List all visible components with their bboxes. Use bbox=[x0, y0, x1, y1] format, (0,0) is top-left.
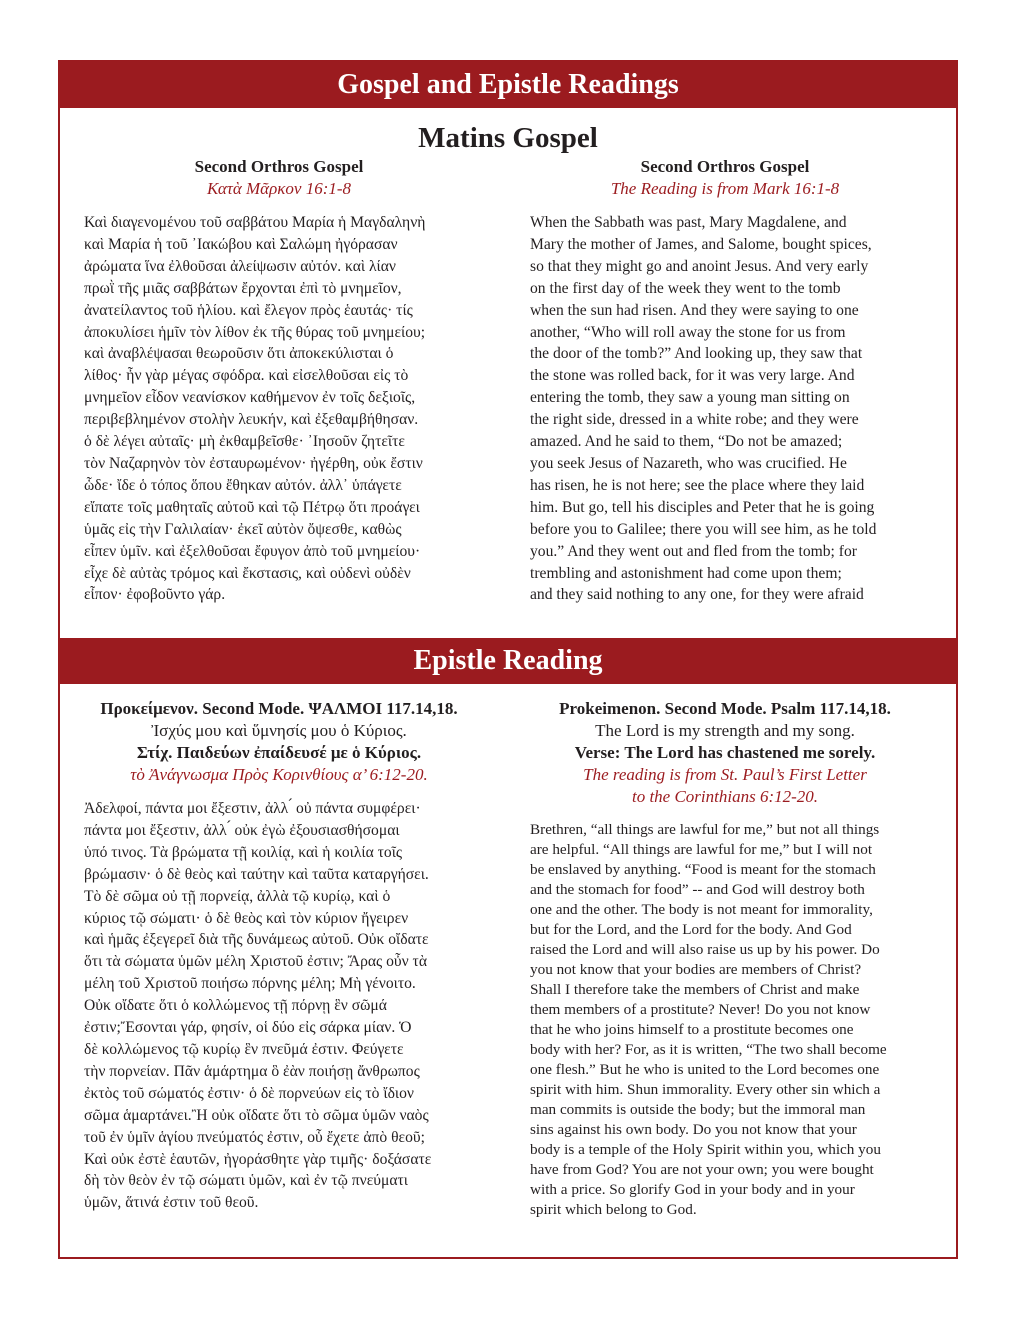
text-line: and they said nothing to any one, for they were afraid bbox=[530, 586, 864, 604]
text-line: τὸν Ναζαρηνὸν τὸν ἐσταυρωμένον· ἠγέρθη, οὐκ ἔστιν bbox=[84, 454, 423, 472]
text-line: one and the other. The body is not meant for immorality, bbox=[530, 901, 873, 918]
text-line: δὲ κολλώμενος τῷ κυρίῳ ἓν πνεῦμά ἐστιν. Φεύγετε bbox=[84, 1040, 404, 1058]
text-line: εἶπον· ἐφοβοῦντο γάρ. bbox=[84, 586, 226, 604]
gospel-english-heading: Second Orthros Gospel bbox=[640, 157, 810, 176]
readings-frame bbox=[58, 60, 958, 1259]
epistle-greek-reference: τὸ Ἀνάγνωσμα Πρὸς Κορινθίους α’ 6:12-20. bbox=[130, 765, 428, 784]
text-line: body is a temple of the Holy Spirit within you, which you bbox=[530, 1141, 881, 1158]
epistle-greek-text bbox=[84, 798, 474, 1214]
text-line: ὑμᾶς εἰς τὴν Γαλιλαίαν· ἐκεῖ αὐτὸν ὄψεσθε, καθὼς bbox=[84, 520, 402, 538]
text-line: περιβεβλημένον στολὴν λευκήν, καὶ ἐξεθαμβήθησαν. bbox=[84, 411, 419, 429]
text-line: have from God? You are not your own; you were bought bbox=[530, 1161, 874, 1178]
text-line: εἴπατε τοῖς μαθηταῖς αὐτοῦ καὶ τῷ Πέτρῳ ὅτι προάγει bbox=[84, 498, 420, 516]
text-line: ἐστιν;Ἔσονται γάρ, φησίν, οἱ δύο εἰς σάρκα μίαν. Ὁ bbox=[84, 1019, 412, 1037]
gospel-greek-reference: Κατὰ Μᾶρκον 16:1-8 bbox=[206, 179, 352, 198]
text-line: the door of the tomb?” And looking up, they saw that bbox=[530, 345, 863, 363]
text-line: when the sun had risen. And they were saying to one bbox=[530, 301, 859, 319]
matins-gospel-title: Matins Gospel bbox=[418, 122, 598, 154]
text-line: λίθος· ἦν γὰρ μέγας σφόδρα. καὶ εἰσελθοῦσαι εἰς τὸ bbox=[84, 367, 409, 385]
text-line: μνημεῖον εἶδον νεανίσκον καθήμενον ἐν τοῖς δεξιοῖς, bbox=[84, 389, 416, 407]
gospel-greek-column bbox=[84, 156, 474, 606]
text-line: τοῦ ἐν ὑμῖν ἁγίου πνεύματός ἐστιν, οὗ ἔχετε ἀπὸ θεοῦ; bbox=[84, 1128, 425, 1146]
text-line: Brethren, “all things are lawful for me,” but not all things bbox=[530, 821, 880, 838]
text-line: you.” And they went out and fled from the tomb; for bbox=[530, 542, 857, 560]
text-line: εἶχε δὲ αὐτὰς τρόμος καὶ ἔκστασις, καὶ οὐδενὶ οὐδὲν bbox=[84, 564, 411, 582]
epistle-english-text bbox=[530, 820, 920, 1220]
text-line: entering the tomb, they saw a young man sitting on bbox=[530, 389, 850, 407]
text-line: spirit with him. Shun immorality. Every other sin which a bbox=[530, 1081, 881, 1098]
gospel-greek-heading: Second Orthros Gospel bbox=[194, 157, 364, 176]
text-line: and the stomach for food” -- and God will destroy both bbox=[530, 881, 865, 898]
text-line: σῶμα ἁμαρτάνει.Ἢ οὐκ οἴδατε ὅτι τὸ σῶμα ὑμῶν ναὸς bbox=[84, 1106, 429, 1124]
text-line: amazed. And he said to them, “Do not be amazed; bbox=[530, 433, 843, 451]
text-line: sins against his own body. Do you not know that your bbox=[530, 1121, 857, 1138]
text-line: κύριος τῷ σώματι· ὁ δὲ θεὸς καὶ τὸν κύριον ἤγειρεν bbox=[84, 909, 409, 927]
text-line: βρώμασιν· ὁ δὲ θεὸς καὶ ταύτην καὶ ταῦτα καταργήσει. bbox=[84, 865, 429, 883]
text-line: εἶπεν ὑμῖν. καὶ ἐξελθοῦσαι ἔφυγον ἀπὸ τοῦ μνημείου· bbox=[84, 542, 421, 560]
text-line: τὴν πορνείαν. Πᾶν ἁμάρτημα ὃ ἐὰν ποιήσῃ ἄνθρωπος bbox=[84, 1062, 420, 1080]
text-line: another, “Who will roll away the stone for us from bbox=[530, 323, 846, 341]
text-line: you not know that your bodies are members of Christ? bbox=[530, 961, 862, 978]
gospel-english-column bbox=[530, 156, 920, 606]
gospel-greek-text bbox=[84, 212, 474, 606]
text-line: καὶ ἀναβλέψασαι θεωροῦσιν ὅτι ἀποκεκύλισται ὁ bbox=[84, 345, 394, 363]
text-line: that he who joins himself to a prostitute becomes one bbox=[530, 1021, 854, 1038]
text-line: ἀρώματα ἵνα ἐλθοῦσαι ἀλείψωσιν αὐτόν. καὶ λίαν bbox=[84, 257, 396, 275]
text-line: before you to Galilee; there you will see him, as he told bbox=[530, 520, 877, 538]
text-line: ὑπό τινος. Τὰ βρώματα τῇ κοιλίᾳ, καὶ ἡ κοιλία τοῖς bbox=[84, 843, 403, 861]
text-line: When the Sabbath was past, Mary Magdalene, and bbox=[530, 214, 847, 231]
text-line: καὶ ἡμᾶς ἐξεγερεῖ διὰ τῆς δυνάμεως αὐτοῦ. Οὐκ οἴδατε bbox=[84, 931, 429, 949]
text-line: Mary the mother of James, and Salome, bought spices, bbox=[530, 235, 872, 253]
text-line: Καὶ οὐκ ἐστὲ ἑαυτῶν, ἠγοράσθητε γὰρ τιμῆς· δοξάσατε bbox=[84, 1150, 432, 1168]
epistle-greek-column bbox=[84, 698, 474, 1214]
epistle-english-reference-line2: to the Corinthians 6:12-20. bbox=[631, 787, 819, 806]
text-line: but for the Lord, and the Lord for the body. And God bbox=[530, 921, 852, 938]
text-line: you seek Jesus of Nazareth, who was crucified. He bbox=[530, 454, 847, 472]
text-line: body with her? For, as it is written, “The two shall become bbox=[530, 1041, 887, 1058]
text-line: one flesh.” But he who is united to the Lord becomes one bbox=[530, 1061, 880, 1078]
text-line: on the first day of the week they went to the tomb bbox=[530, 279, 841, 297]
text-line: the stone was rolled back, for it was very large. And bbox=[530, 367, 855, 385]
text-line: them members of a prostitute? Never! Do you not know bbox=[530, 1001, 871, 1018]
text-line: ὁ δὲ λέγει αὐταῖς· μὴ ἐκθαμβεῖσθε· ᾿Ιησοῦν ζητεῖτε bbox=[84, 433, 405, 451]
text-line: raised the Lord and will also raise us up by his power. Do bbox=[530, 941, 880, 958]
text-line: πάντα μοι ἔξεστιν, ἀλλ ́ οὐκ ἐγὼ ἐξουσιασθήσομαι bbox=[84, 821, 400, 839]
text-line: with a price. So glorify God in your body and in your bbox=[530, 1181, 855, 1198]
text-line: Ἀδελφοί, πάντα μοι ἔξεστιν, ἀλλ ́ οὐ πάντα συμφέρει· bbox=[84, 800, 421, 817]
text-line: are helpful. “All things are lawful for me,” but I will not bbox=[530, 841, 873, 858]
text-line: spirit which belong to God. bbox=[530, 1201, 697, 1218]
text-line: ὧδε· ἴδε ὁ τόπος ὅπου ἔθηκαν αὐτόν. ἀλλ᾿ ὑπάγετε bbox=[84, 476, 402, 494]
epistle-english-verse1: The Lord is my strength and my song. bbox=[595, 721, 855, 740]
gospel-english-reference: The Reading is from Mark 16:1-8 bbox=[610, 179, 840, 198]
text-line: δὴ τὸν θεὸν ἐν τῷ σώματι ὑμῶν, καὶ ἐν τῷ πνεύματι bbox=[84, 1172, 408, 1190]
text-line: ἐκτὸς τοῦ σώματός ἐστιν· ὁ δὲ πορνεύων εἰς τὸ ἴδιον bbox=[84, 1084, 414, 1102]
epistle-reading-banner: Epistle Reading bbox=[60, 638, 956, 684]
epistle-english-column bbox=[530, 698, 920, 1220]
text-line: has risen, he is not here; see the place where they laid bbox=[530, 476, 865, 494]
text-line: Τὸ δὲ σῶμα οὐ τῇ πορνείᾳ, ἀλλὰ τῷ κυρίῳ, καὶ ὁ bbox=[84, 887, 391, 905]
epistle-greek-verse1: Ἰσχύς μου καὶ ὕμνησίς μου ὁ Κύριος. bbox=[151, 721, 407, 740]
text-line: Shall I therefore take the members of Christ and make bbox=[530, 981, 860, 998]
text-line: man commits is outside the body; but the immoral man bbox=[530, 1101, 866, 1118]
text-line: μέλη τοῦ Χριστοῦ ποιήσω πόρνης μέλη; Μὴ γένοιτο. bbox=[84, 975, 416, 993]
text-line: πρωῒ τῆς μιᾶς σαββάτων ἔρχονται ἐπὶ τὸ μνημεῖον, bbox=[84, 279, 402, 297]
epistle-english-reference-line1: The reading is from St. Paul’s First Letter bbox=[583, 765, 867, 784]
epistle-english-verse2: Verse: The Lord has chastened me sorely. bbox=[574, 743, 876, 762]
text-line: Καὶ διαγενομένου τοῦ σαββάτου Μαρία ἡ Μαγδαληνὴ bbox=[84, 214, 426, 231]
epistle-greek-prokeimenon: Προκείμενον. Second Mode. ΨΑΛΜΟΙ 117.14,18. bbox=[100, 699, 458, 718]
text-line: ἀνατείλαντος τοῦ ἡλίου. καὶ ἔλεγον πρὸς ἑαυτάς· τίς bbox=[84, 301, 413, 319]
text-line: Οὐκ οἴδατε ὅτι ὁ κολλώμενος τῇ πόρνῃ ἓν σῶμά bbox=[84, 997, 387, 1015]
text-line: so that they might go and anoint Jesus. And very early bbox=[530, 257, 869, 275]
text-line: be enslaved by anything. “Food is meant for the stomach bbox=[530, 861, 876, 878]
gospel-epistle-banner: Gospel and Epistle Readings bbox=[60, 62, 956, 108]
text-line: ἀποκυλίσει ἡμῖν τὸν λίθον ἐκ τῆς θύρας τοῦ μνημείου; bbox=[84, 323, 426, 341]
text-line: ὅτι τὰ σώματα ὑμῶν μέλη Χριστοῦ ἐστιν; Ἄρας οὖν τὰ bbox=[84, 953, 427, 971]
text-line: trembling and astonishment had come upon them; bbox=[530, 564, 842, 582]
epistle-greek-verse2: Στίχ. Παιδεύων ἐπαίδευσέ με ὁ Κύριος. bbox=[136, 743, 422, 762]
gospel-english-text bbox=[530, 212, 920, 606]
text-line: the right side, dressed in a white robe; and they were bbox=[530, 411, 859, 429]
text-line: ὑμῶν, ἅτινά ἐστιν τοῦ θεοῦ. bbox=[84, 1194, 259, 1212]
text-line: him. But go, tell his disciples and Peter that he is going bbox=[530, 498, 875, 516]
text-line: καὶ Μαρία ἡ τοῦ ᾿Ιακώβου καὶ Σαλώμη ἠγόρασαν bbox=[84, 235, 398, 253]
epistle-english-prokeimenon: Prokeimenon. Second Mode. Psalm 117.14,18. bbox=[559, 699, 891, 718]
